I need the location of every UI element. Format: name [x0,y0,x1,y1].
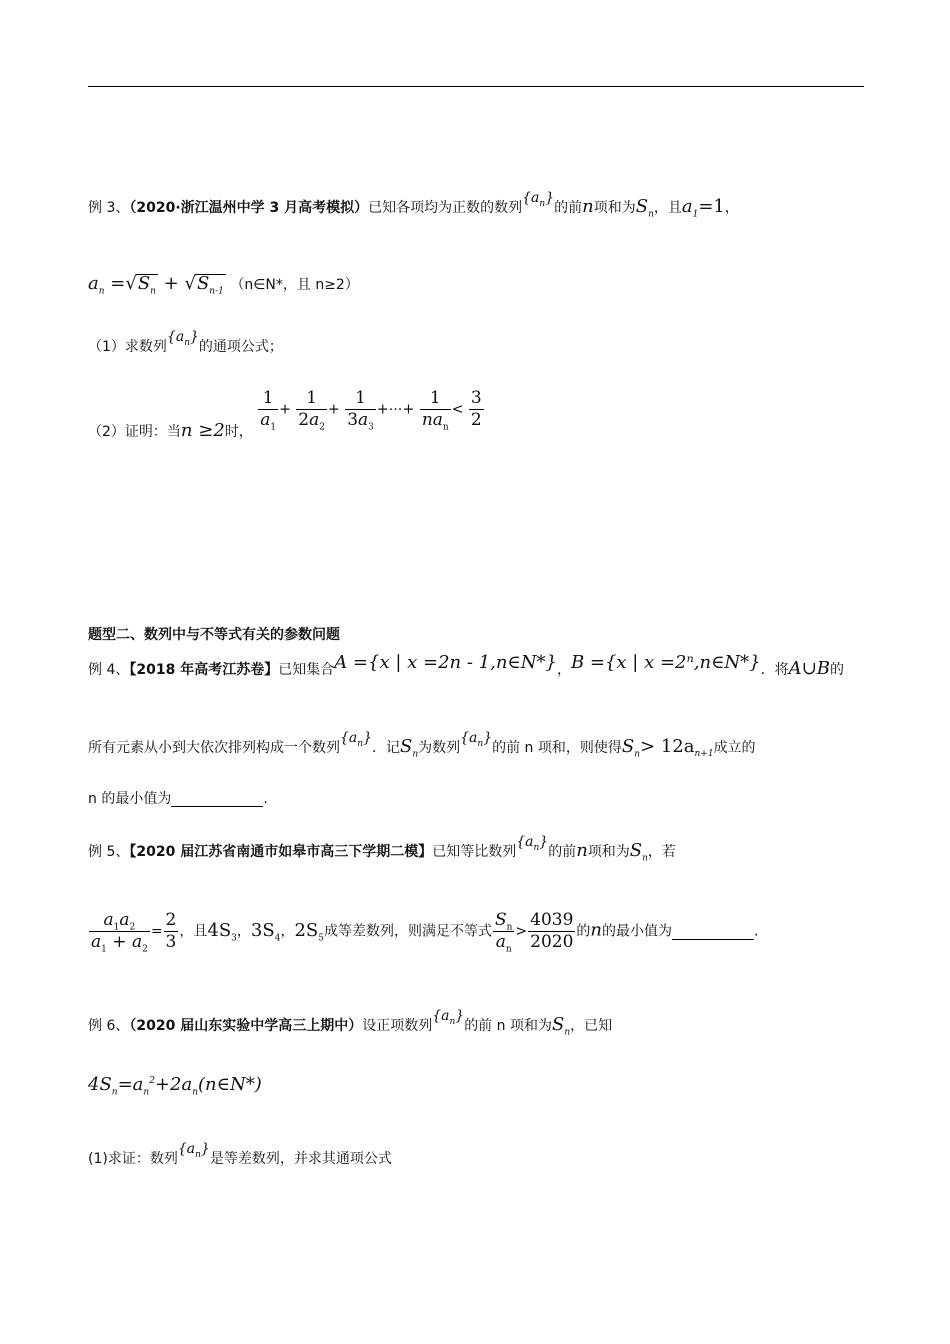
ex3-stem-c: 项和为 [593,200,636,216]
ex5-stem-d: ，若 [647,844,676,860]
term-3s4: $3S_4$ [250,919,281,944]
var-Sn: $S_n$ [635,196,654,220]
frac-sn-an: $\frac{S_n}{a_n}$ [494,910,513,955]
frac-1-3a3: $\frac{1}{3a_3}$ [347,388,374,433]
ex5-end-b: 的最小值为 [602,923,673,940]
seq-an: $\{a_n\}$ [177,1141,210,1160]
var-Sn: $S_n$ [399,736,419,760]
ex5-mid-a: ，且 [179,923,208,940]
ex4-stem: 已知集合 [278,662,335,678]
var-Sn: $S_n$ [629,840,648,864]
ex3-part1 [88,329,864,355]
ex3-line2 [88,273,864,297]
ex6-label: 例 6、 [88,1018,130,1034]
ex4-stem-b: ．将 [760,662,789,678]
ex3-stem-d: ，且 [653,200,682,216]
ex4-line2-e: 成立的 [713,740,756,756]
var-n: n [582,196,594,217]
ex5-end-c: . [754,923,759,940]
ex3-an-formula: $a_n =√S_n + √S_{n-1}$ [88,273,224,297]
frac-1-2a2: $\frac{1}{2a_2}$ [298,388,325,433]
header-rule [88,86,864,87]
ex5-stem-c: 项和为 [587,844,630,860]
ex4-line3-text: n 的最小值为 [88,791,172,807]
ex6-part1 [88,1141,864,1167]
seq-an: $\{a_n\}$ [340,730,372,749]
seq-an: $\{a_n\}$ [432,1008,465,1027]
seq-an: $\{a_n\}$ [522,190,555,209]
frac-2-3: $\frac{2}{3}$ [165,910,177,952]
term-4s3: $4S_3$ [207,919,237,944]
ex3-line1: 例 3、（2020·浙江温州中学 3 月高考模拟）已知各项均为正数的数列$\{a_n\}$的前n项和为$S_n$，且$a_1=1$， [88,190,739,220]
var-n: n [590,919,603,941]
term-2s5: $2S_5$ [294,919,324,944]
ex3-part2-text: （2）证明：当 [88,423,181,440]
var-Sn: $S_n$ [551,1014,571,1038]
ex4-label: 例 4、 [88,662,130,678]
ex3-condition: （n∈N*，且 n≥2） [230,277,359,293]
ex4-line2-a: 所有元素从小到大依次排列构成一个数列 [88,740,340,756]
var-Sn: $S_n$ [621,736,641,760]
ex3-a1-eq: =1 [698,196,725,217]
ex4-line2: 所有元素从小到大依次排列构成一个数列$\{a_n\}$．记$S_n$为数列$\{a_n\}$的前 n 项和，则使得$S_n> 12a_{n+1}$成立的 [88,730,756,760]
ex4-line2-b: ．记 [371,740,400,756]
ex3-stem-b: 的前 [554,200,583,216]
ex4-source: 【2018 年高考江苏卷】 [129,662,279,678]
seq-an: $\{a_n\}$ [166,329,199,348]
ex3-part2-when: 时， [224,423,253,440]
ex4-line1: 例 4、【2018 年高考江苏卷】已知集合A ={x | x =2n - 1,n∈N*}，B ={x | x =2ⁿ,n∈N*}．将A∪B的 [88,652,844,679]
ex3-source: （2020·浙江温州中学 3 月高考模拟） [129,200,369,216]
ex5-line2: $\frac{a_1a_2}{a_1 + a_2}$ = $\frac{2}{3}$ ，且$4S_3$，$3S_4$，$2S_5$成等差数列，则满足不等式 $\frac{S_n}{a_n}$ > $\frac{4039}{2020}$ 的n的最小值为 . [91,910,759,955]
answer-blank [672,925,754,940]
ex5-line1 [88,834,864,864]
ex4-line3-end: . [263,791,268,807]
ex5-source: 【2020 届江苏省南通市如皋市高三下学期二模】 [129,844,433,860]
var-a1: $a_1$ [681,196,699,220]
ex4-stem-c: 的 [829,662,844,678]
ex3-part1-text: （1）求数列 [88,339,167,355]
ex6-source: （2020 届山东实验中学高三上期中） [129,1018,363,1034]
ex3-part2-cond: n ≥2 [180,419,225,441]
ex3-part1-end: 的通项公式； [198,339,283,355]
ex6-equation [88,1074,864,1098]
ex5-stem: 已知等比数列 [432,844,517,860]
union-ab: A∪B [788,658,830,679]
answer-blank [171,792,263,807]
ex5-end-a: 的 [576,923,591,940]
ex5-mid-b: 成等差数列，则满足不等式 [323,923,492,940]
frac-1-a1: $\frac{1}{a_1}$ [260,388,277,433]
ex5-label: 例 5、 [88,844,130,860]
ex3-label: 例 3、 [88,200,130,216]
frac-3-2: $\frac{3}{2}$ [470,388,482,430]
ex6-part1-a: (1)求证：数列 [88,1151,178,1167]
ex4-line3 [88,792,864,807]
ex3-stem: 已知各项均为正数的数列 [368,200,523,216]
set-a: A ={x | x =2n - 1,n∈N*} [334,652,557,673]
ex6-stem: 设正项数列 [362,1018,433,1034]
ex4-ineq: > 12a [640,736,695,757]
ex4-line2-d: 的前 n 项和，则使得 [492,740,622,756]
set-b: B ={x | x =2ⁿ,n∈N*} [570,652,761,673]
section2-title: 题型二、数列中与不等式有关的参数问题 [88,627,340,643]
seq-an: $\{a_n\}$ [460,730,493,749]
ex5-stem-b: 的前 [548,844,577,860]
frac-a1a2: $\frac{a_1a_2}{a_1 + a_2}$ [91,910,148,955]
ex6-part1-b: 是等差数列，并求其通项公式 [209,1151,392,1167]
ex6-line1 [88,1008,864,1038]
var-n: n [576,840,588,861]
ex4-line2-c: 为数列 [418,740,461,756]
ex6-stem-c: ，已知 [570,1018,613,1034]
ex6-stem-b: 的前 n 项和为 [464,1018,552,1034]
frac-1-nan: $\frac{1}{na_n}$ [421,388,449,433]
ex3-part2: （2）证明：当n ≥2时， $\frac{1}{a_1}$ + $\frac{1}{2a_2}$ + $\frac{1}{3a_3}$ +⋯+ $\frac{1}{na_n}$ < $\frac{3}{2}$ [88,388,482,441]
seq-an: $\{a_n\}$ [516,834,549,853]
frac-4039-2020: $\frac{4039}{2020}$ [530,910,574,952]
ex6-eq: $4S_n=a_n^2+2a_n(n\in N*)$ [88,1074,262,1098]
